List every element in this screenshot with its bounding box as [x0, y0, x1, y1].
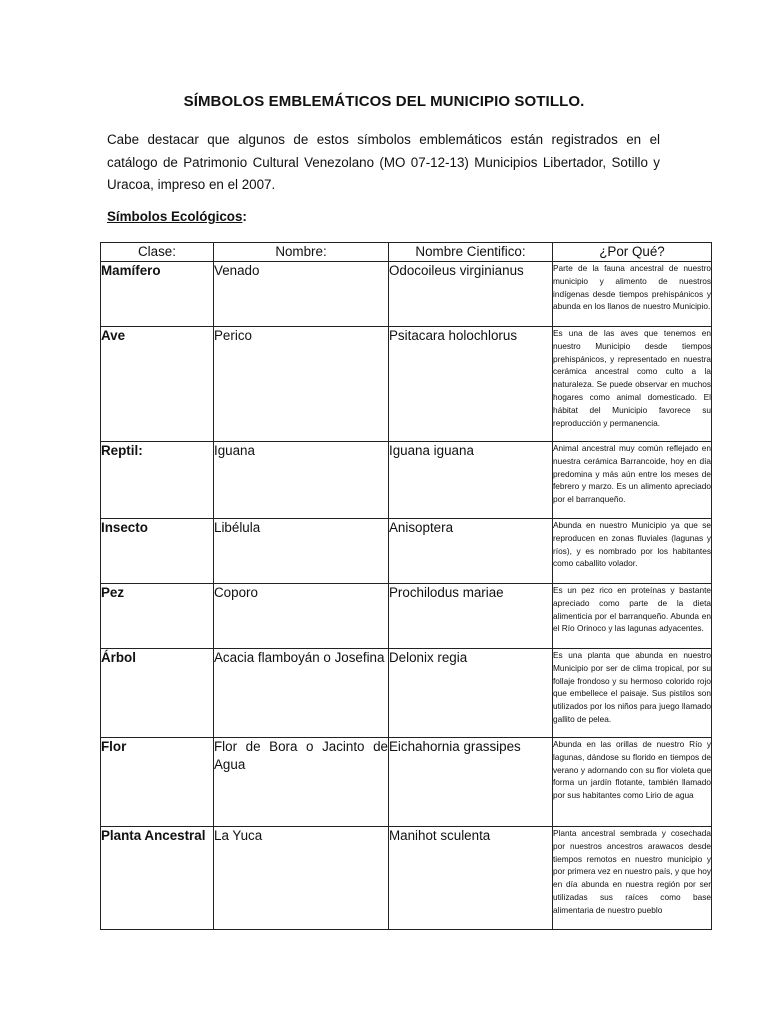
- cell-clase: Reptil:: [101, 442, 214, 519]
- por-que-text: Abunda en las orillas de nuestro Río y lagunas, dándose su florido en tiempos de verano y adornando con su flor violeta que forma un jardín flotante, también llamado por sus habitantes como Lirio de agua: [553, 739, 711, 801]
- table-row: [101, 262, 712, 327]
- header-nombre-cientifico: Nombre Cientifico:: [389, 243, 553, 262]
- cell-nombre: Iguana: [214, 442, 389, 519]
- section-heading-text: Símbolos Ecológicos: [107, 209, 243, 224]
- cell-clase: Insecto: [101, 519, 214, 584]
- cell-nombre: Libélula: [214, 519, 389, 584]
- cell-nombre: Coporo: [214, 584, 389, 649]
- header-clase: Clase:: [101, 243, 214, 262]
- por-que-text: Es una de las aves que tenemos en nuestro Municipio desde tiempos prehispánicos, y representado en nuestra cerámica ancestral como culto a la naturaleza. Se puede observar en muchos hogares como animal domesticado. El hábitat del Municipio favorece su reproducción y permanencia.: [553, 328, 711, 428]
- cell-cientifico: Manihot sculenta: [389, 827, 553, 930]
- por-que-text: Parte de la fauna ancestral de nuestro municipio y alimento de nuestros indígenas desde tiempos prehispánicos y abunda en los llanos de nuestro Municipio.: [553, 263, 711, 312]
- cell-por-que: [553, 649, 712, 738]
- cell-por-que: [553, 327, 712, 442]
- cell-clase: Planta Ancestral: [101, 827, 214, 930]
- symbols-table: [100, 242, 712, 930]
- por-que-text: Es un pez rico en proteínas y bastante apreciado como parte de la dieta alimenticia por el barranqueño. Abunda en el Río Orinoco y las lagunas adyacentes.: [553, 585, 711, 634]
- cell-cientifico: Anisoptera: [389, 519, 553, 584]
- cell-nombre: La Yuca: [214, 827, 389, 930]
- cell-cientifico: Odocoileus virginianus: [389, 262, 553, 327]
- cell-nombre: Perico: [214, 327, 389, 442]
- table-row: [101, 738, 712, 827]
- cell-cientifico: Eichahornia grassipes: [389, 738, 553, 827]
- cell-clase: Mamífero: [101, 262, 214, 327]
- table-row: [101, 827, 712, 930]
- page-title: SÍMBOLOS EMBLEMÁTICOS DEL MUNICIPIO SOTILLO.: [183, 93, 585, 110]
- cell-nombre: Acacia flamboyán o Josefina: [214, 649, 389, 738]
- cell-cientifico: Delonix regia: [389, 649, 553, 738]
- table-row: [101, 584, 712, 649]
- por-que-text: Planta ancestral sembrada y cosechada por nuestros ancestros arawacos desde tiempos remotos en nuestro municipio y por primera vez en nuestro país, y que hoy en día abunda en nuestra región por ser utilizadas sus raíces como base alimentaria de nuestro pueblo: [553, 828, 711, 915]
- cell-clase: Ave: [101, 327, 214, 442]
- cell-por-que: [553, 519, 712, 584]
- cell-por-que: [553, 738, 712, 827]
- cell-cientifico: Iguana iguana: [389, 442, 553, 519]
- cell-por-que: [553, 827, 712, 930]
- section-heading-colon: :: [242, 209, 247, 224]
- table-header-row: [101, 243, 712, 262]
- cell-clase: Flor: [101, 738, 214, 827]
- cell-clase: Árbol: [101, 649, 214, 738]
- cell-por-que: [553, 442, 712, 519]
- cell-nombre: Venado: [214, 262, 389, 327]
- cell-clase: Pez: [101, 584, 214, 649]
- intro-paragraph: Cabe destacar que algunos de estos símbolos emblemáticos están registrados en el catálogo de Patrimonio Cultural Venezolano (MO 07-12-13) Municipios Libertador, Sotillo y Uracoa, impreso en el 2007.: [107, 132, 660, 192]
- cell-por-que: [553, 584, 712, 649]
- por-que-text: Animal ancestral muy común reflejado en nuestra cerámica Barrancoide, hoy en día predomina y más aún entre los meses de febrero y marzo. Es un alimento apreciado por el barranqueño.: [553, 443, 711, 505]
- section-heading: [107, 209, 247, 224]
- cell-por-que: [553, 262, 712, 327]
- table-row: [101, 327, 712, 442]
- cell-cientifico: Psitacara holochlorus: [389, 327, 553, 442]
- cell-nombre: Flor de Bora o Jacinto de Agua: [214, 738, 389, 827]
- table-row: [101, 519, 712, 584]
- cell-cientifico: Prochilodus mariae: [389, 584, 553, 649]
- table-row: [101, 442, 712, 519]
- por-que-text: Es una planta que abunda en nuestro Municipio por ser de clima tropical, por su follaje frondoso y su hermoso colorido rojo que embellece el paisaje. Sus pistilos son utilizados por los niños para juego llamado gallito de pelea.: [553, 650, 711, 724]
- header-nombre: Nombre:: [214, 243, 389, 262]
- header-por-que: ¿Por Qué?: [553, 243, 712, 262]
- por-que-text: Abunda en nuestro Municipio ya que se reproducen en zonas fluviales (lagunas y ríos), y es nombrado por los habitantes como caballito volador.: [553, 520, 711, 569]
- table-row: [101, 649, 712, 738]
